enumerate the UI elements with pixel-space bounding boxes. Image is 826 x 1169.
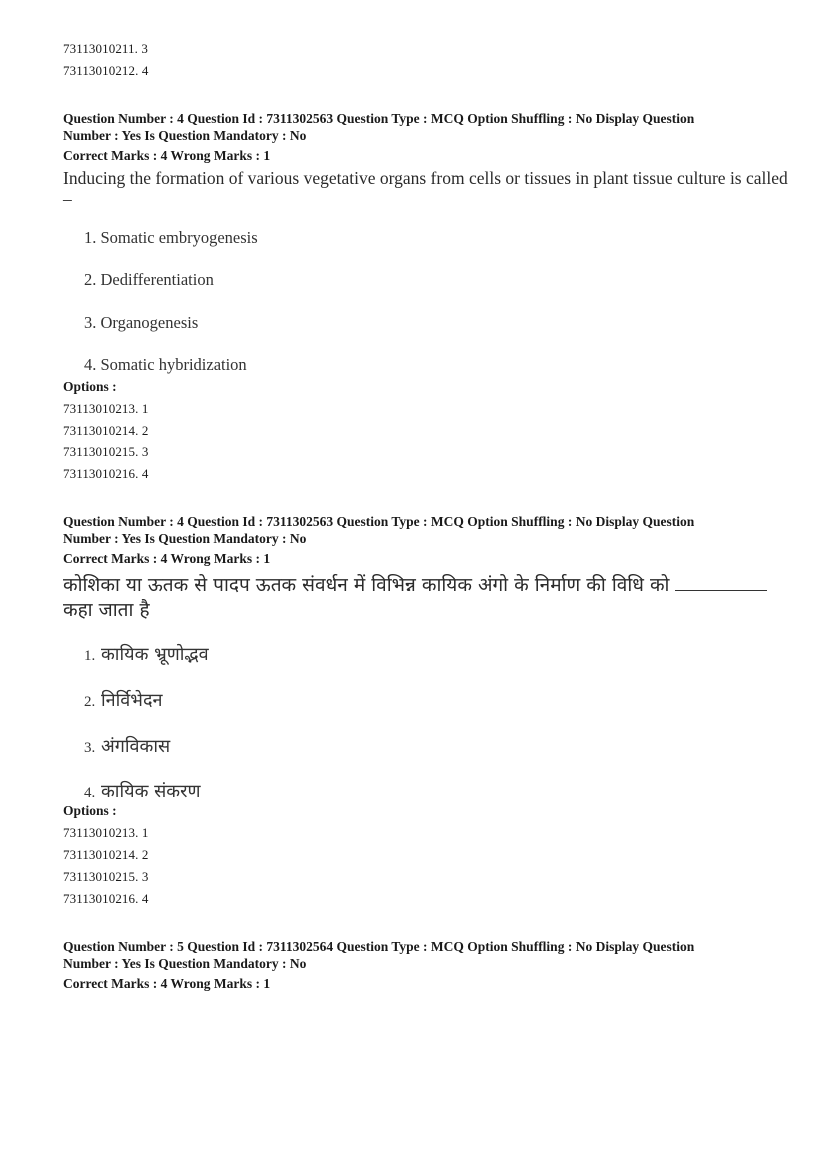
question-meta-line: Number : Yes Is Question Mandatory : No (63, 128, 307, 143)
choice-number: 2. (84, 694, 96, 710)
question-text-hindi (63, 573, 783, 597)
answer-choice (84, 734, 170, 758)
question-meta-line: Question Number : 4 Question Id : 7311302563 Question Type : MCQ Option Shuffling : No Display Question (63, 111, 695, 126)
question-meta-line: Number : Yes Is Question Mandatory : No (63, 531, 307, 546)
choice-label: निर्विभेदन (100, 690, 163, 711)
choice-number: 3. (84, 740, 96, 756)
option-id-line: 73113010211. 3 (63, 41, 148, 56)
choice-number: 1. (84, 648, 96, 664)
answer-choice (84, 642, 209, 666)
question-meta-line: Question Number : 5 Question Id : 7311302564 Question Type : MCQ Option Shuffling : No Display Question (63, 939, 695, 954)
option-id-line: 73113010213. 1 (63, 825, 149, 840)
question-text-hindi-end: कहा जाता है (63, 599, 150, 621)
choice-label: कायिक संकरण (100, 781, 201, 802)
option-id-line: 73113010213. 1 (63, 401, 149, 416)
choice-label: कायिक भ्रूणोद्भव (100, 644, 209, 665)
answer-choice: 4. Somatic hybridization (84, 355, 247, 374)
question-meta-line: Question Number : 4 Question Id : 7311302563 Question Type : MCQ Option Shuffling : No Display Question (63, 514, 695, 529)
fill-blank-line (675, 590, 767, 591)
question-text: Inducing the formation of various vegetative organs from cells or tissues in plant tissue culture is called – (63, 168, 788, 209)
choice-number: 4. (84, 785, 96, 801)
question-marks: Correct Marks : 4 Wrong Marks : 1 (63, 976, 271, 991)
question-text-hindi-main: कोशिका या ऊतक से पादप ऊतक संवर्धन में विभिन्न कायिक अंगो के निर्माण की विधि को (63, 574, 670, 596)
answer-choice: 3. Organogenesis (84, 313, 199, 332)
answer-choice: 1. Somatic embryogenesis (84, 228, 258, 247)
option-id-line: 73113010214. 2 (63, 847, 149, 862)
option-id-line: 73113010215. 3 (63, 869, 149, 884)
question-marks: Correct Marks : 4 Wrong Marks : 1 (63, 551, 271, 566)
option-id-line: 73113010216. 4 (63, 466, 149, 481)
option-id-line: 73113010216. 4 (63, 891, 149, 906)
question-marks: Correct Marks : 4 Wrong Marks : 1 (63, 148, 271, 163)
options-label: Options : (63, 379, 117, 394)
choice-label: अंगविकास (100, 736, 171, 757)
option-id-line: 73113010214. 2 (63, 423, 149, 438)
option-id-line: 73113010212. 4 (63, 63, 149, 78)
option-id-line: 73113010215. 3 (63, 444, 149, 459)
question-meta-line: Number : Yes Is Question Mandatory : No (63, 956, 307, 971)
answer-choice: 2. Dedifferentiation (84, 270, 214, 289)
answer-choice (84, 779, 201, 803)
options-label: Options : (63, 803, 117, 818)
answer-choice (84, 688, 163, 712)
